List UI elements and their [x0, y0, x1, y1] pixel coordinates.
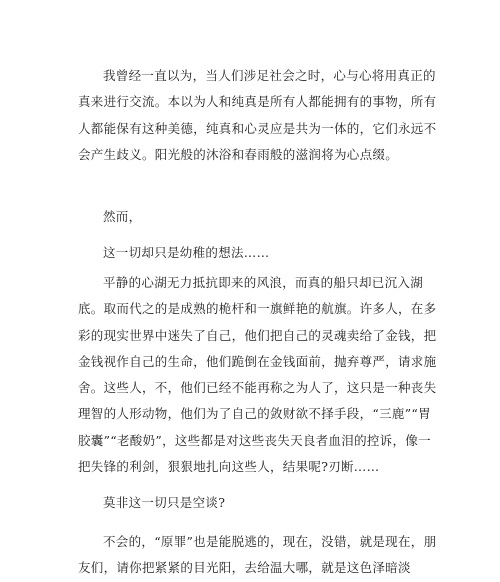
paragraph-original-sin: 不会的，“原罪”也是能脱逃的，现在，没错，就是现在，朋友们，请你把紧紧的目光阳，去给温大哪，就是这色泽暗淡 — [78, 534, 437, 576]
paragraph-naive-thought: 这一切却只是幼稚的想法…… — [103, 245, 270, 260]
paragraph-intro: 我曾经一直以为，当人们涉足社会之时，心与心将用真正的真来进行交流。本以为人和纯真是所有人都能拥有的事物，所有人都能保有这种美德，纯真和心灵应是共为一体的，它们永远不会产生歧义。阳光般的沐浴和春雨般的滋润将为心点缀。 — [78, 68, 437, 162]
paragraph-lake: 平静的心湖无力抵抗即来的风浪，而真的船只却已沉入湖底。取而代之的是成熟的桅杆和一旗鲜艳的航旗。许多人，在多彩的现实世界中迷失了自己，他们把自己的灵魂卖给了金钱，把金钱视作自己的生命，他们跪倒在金钱面前，抛弃尊严，请求施舍。这些人，不，他们已经不能再称之为人了，这只是一种丧失理智的人形动物，他们为了自己的敛财欲不择手段，“三鹿”“胃胶囊”“老酸奶”，这些都是对这些丧失天良者血泪的控诉，像一把失锋的利剑，狠狠地扎向这些人，结果呢?刃断…… — [78, 275, 437, 475]
paragraph-however: 然而， — [103, 209, 142, 224]
paragraph-question: 莫非这一切只是空谈? — [103, 495, 226, 510]
